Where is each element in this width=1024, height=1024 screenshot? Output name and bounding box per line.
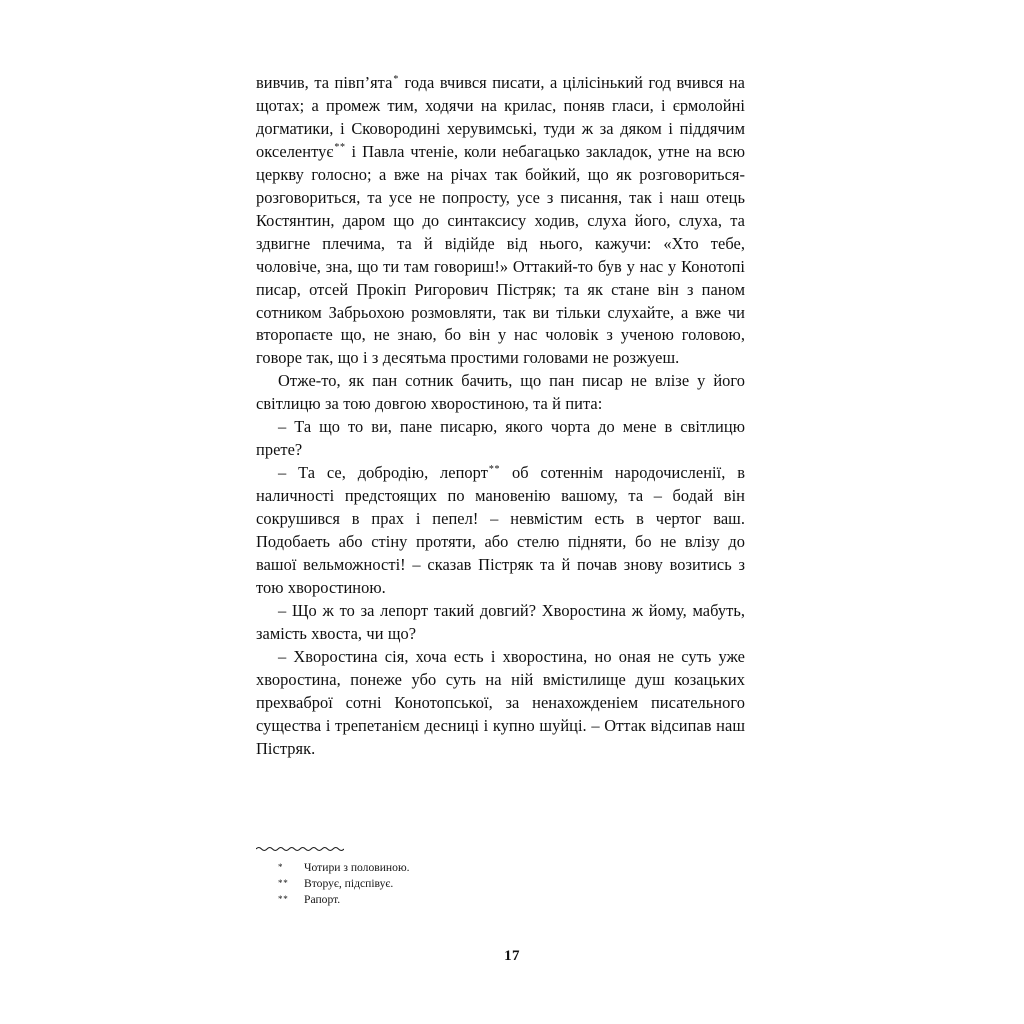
footnote-separator-rule <box>256 845 344 853</box>
body-paragraph <box>256 72 745 370</box>
body-text-column <box>256 72 745 761</box>
footnote-item-marker: ** <box>278 878 289 889</box>
footnote-block <box>256 845 745 909</box>
paragraph-text: года вчився писати, а цілісінький год вчився на щотах; а промеж тим, ходячи на крилас, поняв гласи, і єрмолойні догматики, і Сковородині херувимські, туди ж за дяком і піддячим окселентує <box>256 73 745 161</box>
footnote-item <box>256 860 745 876</box>
paragraph-text: – Що ж то за лепорт такий довгий? Хворостина ж йому, мабуть, замість хвоста, чи що? <box>256 600 745 643</box>
paragraph-text: об сотеннім народочисленії, в наличності предстоящих по мановенію вашому, та – бодай він сокрушився в прах і пепел! – невмістим есть в чертог ваш. Подобаеть або стіну протяти, або стелю підняти, бо не влізу до вашої вельможності! – сказав Пістряк та й почав знову возитись з тою хворостиною. <box>256 463 746 597</box>
body-paragraph <box>256 370 745 416</box>
body-paragraph <box>256 646 745 761</box>
page-number: 17 <box>504 948 520 964</box>
body-paragraph <box>256 462 745 600</box>
paragraph-text: – Та се, добродію, лепорт <box>278 463 488 483</box>
paragraph-text: – Та що то ви, пане писарю, якого чорта до мене в світлицю прете? <box>256 417 745 460</box>
footnote-marker[interactable]: ** <box>488 463 501 475</box>
paragraph-text: вивчив, та півп’ята <box>256 73 393 92</box>
paragraph-text: Отже-то, як пан сотник бачить, що пан писар не влізе у його світлицю за тою довгою хворостиною, та й пита: <box>256 371 745 414</box>
footnote-item-text: Рапорт. <box>304 893 341 907</box>
footnote-list <box>256 860 745 909</box>
footnote-item-marker: * <box>278 862 284 872</box>
footnote-item <box>256 892 745 908</box>
footnote-item <box>256 876 745 892</box>
paragraph-text: і Павла чтеніе, коли небагацько закладок, утне на всю церкву голосно; а вже на річах так бойкий, що як розговориться-розговориться, та усе не попросту, усе з писання, так і наш отець Костянтин, даром що до синтаксису ходив, слуха його, слуха, та здвигне плечима, та й відійде від нього, кажучи: «Хто тебе, чоловіче, зна, що ти там говориш!» Оттакий-то був у нас у Конотопі писар, отсей Прокіп Ригорович Пістряк; та як стане він з паном сотником Забрьохою розмовляти, так ви тільки слухайте, а вже чи второпаєте що, не знаю, бо він у нас чоловік з ученою головою, говоре так, що і з десятьма простими головами не розжуеш. <box>256 141 745 368</box>
footnote-item-text: Вторує, підспівує. <box>304 877 394 891</box>
footnote-item-marker: ** <box>278 894 289 905</box>
body-paragraph <box>256 416 745 462</box>
body-paragraph <box>256 600 745 646</box>
footnote-marker[interactable]: ** <box>334 142 346 154</box>
paragraph-text: – Хворостина сія, хоча есть і хворостина, но оная не суть уже хворостина, понеже убо суть на ній вмістилище душ козацьких прехваброї сотні Конотопської, за ненахожденіем писательного существа і трепетанієм десниці і купно шуйці. – Оттак відсипав наш Пістряк. <box>256 646 745 758</box>
footnote-item-text: Чотири з половиною. <box>304 861 410 874</box>
footnote-marker[interactable]: * <box>393 73 400 85</box>
